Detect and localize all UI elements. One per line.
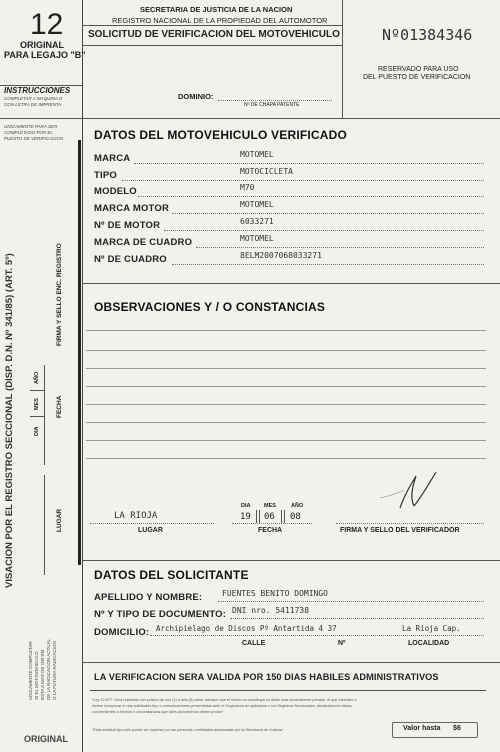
obs-line-5[interactable]: [86, 404, 486, 405]
obs-line-4[interactable]: [86, 386, 486, 387]
mes-value[interactable]: 06: [264, 512, 275, 522]
solicitante-title: DATOS DEL SOLICITANTE: [94, 568, 249, 582]
lugar-line: [90, 523, 214, 524]
solo-verif-line-3: PUESTO DE VERIFICACION: [4, 136, 64, 141]
valor-box: [392, 722, 478, 738]
legal-line-1: "Ley 22.977: Será reprimido con prisión de uno (1) a seis (6) años, siempre que el hecho no constituya un delito más severamente penado, el que insertare o: [92, 698, 357, 702]
bottom-note-2: SI EL MOTOVEHICULO: [34, 651, 39, 700]
date-sep-2: [281, 510, 282, 523]
dominio-caption: Nº DE CHAPA PATENTE: [244, 102, 300, 108]
apellido-label: APELLIDO Y NOMBRE:: [94, 592, 203, 603]
bottom-note-4: DE LA RADICACION ACTUAL: [46, 638, 51, 700]
firma-line: [336, 523, 484, 524]
fecha-line: [232, 523, 312, 524]
printed-note: "Esta solicitud tipo sólo puede ser impresa por las personas o entidades autorizadas por la Secretaría de Justicia".: [92, 728, 285, 732]
legal-line-3: concernientes a hechos o circunstancias que tales documentos deben probar".: [92, 710, 225, 714]
verification-bottom: [82, 560, 500, 561]
bottom-note-3: ESTA A MAS DE 100 KM: [40, 649, 45, 700]
date-box-left: [44, 365, 45, 465]
domicilio-line: [150, 635, 484, 636]
field-value-marca[interactable]: MOTOMEL: [240, 150, 274, 159]
right-header-divider: [342, 0, 343, 118]
field-line-marca-motor: [172, 213, 484, 214]
form-title: SOLICITUD DE VERIFICACION DEL MOTOVEHICULO: [88, 29, 340, 40]
solicitante-bottom: [82, 662, 500, 663]
field-line-modelo: [138, 196, 484, 197]
obs-line-8[interactable]: [86, 458, 486, 459]
localidad-caption: LOCALIDAD: [408, 640, 450, 647]
dominio-line[interactable]: [218, 100, 332, 101]
bottom-note-1: UNICAMENTE COMPLETAR: [28, 641, 33, 700]
field-line-nro-cuadro: [172, 264, 484, 265]
obs-line-6[interactable]: [86, 422, 486, 423]
calle-caption: CALLE: [242, 640, 266, 647]
field-label-tipo: TIPO: [94, 170, 117, 181]
lugar-value[interactable]: LA RIOJA: [114, 511, 158, 521]
field-label-nro-motor: Nº DE MOTOR: [94, 220, 161, 231]
field-value-tipo[interactable]: MOTOCICLETA: [240, 167, 293, 176]
field-line-marca: [134, 163, 484, 164]
field-label-nro-cuadro: Nº DE CUADRO: [94, 254, 167, 265]
dia-value[interactable]: 19: [240, 512, 251, 522]
apellido-value[interactable]: FUENTES BENITO DOMINGO: [222, 589, 328, 598]
documento-value[interactable]: DNI nro. 5411738: [232, 606, 310, 615]
obs-line-2[interactable]: [86, 350, 486, 351]
date-box-sep-1: [30, 390, 44, 391]
bottom-note-5: O LA FUTURA RADICACION: [52, 641, 57, 700]
legal-line-2: hiciere incorporar en las solicitudes tipo o comunicaciones presentadas ante el Organismo de aplicación o los Registros Seccionales, declaraciones falsas,: [92, 704, 353, 708]
signature-icon: [370, 468, 450, 518]
field-line-nro-motor: [164, 230, 484, 231]
copy-label-legajo: PARA LEGAJO "B": [4, 50, 86, 60]
date-sep-2b: [284, 510, 285, 523]
field-value-nro-cuadro[interactable]: 8ELM2007068033271: [240, 251, 322, 260]
domicilio-value[interactable]: Archipielago de Discos Pº Antartida 4 37: [156, 624, 337, 633]
instrucciones-line-2: CON LETRA DE IMPRENTA: [4, 102, 62, 107]
date-sep-1b: [259, 510, 260, 523]
field-line-marca-cuadro: [196, 247, 484, 248]
field-label-marca: MARCA: [94, 153, 131, 164]
header-divider: [82, 118, 500, 119]
solo-verif-line-2: COMPLETADO POR EL: [4, 130, 53, 135]
copy-label-original: ORIGINAL: [20, 40, 64, 50]
valor-label: Valor hasta: [403, 725, 441, 732]
date-sep-1: [256, 510, 257, 523]
numero-caption: Nº: [338, 640, 346, 647]
field-value-marca-cuadro[interactable]: MOTOMEL: [240, 234, 274, 243]
serial-number: Nº01384346: [382, 26, 473, 44]
obs-line-7[interactable]: [86, 440, 486, 441]
dia-label: DIA: [241, 503, 251, 509]
validity-line: [90, 690, 486, 691]
mes-vertical-text: MES: [34, 398, 40, 410]
ano-vertical-text: AÑO: [34, 371, 40, 384]
domicilio-label: DOMICILIO:: [94, 627, 150, 638]
field-label-marca-motor: MARCA MOTOR: [94, 203, 170, 214]
registry-name: REGISTRO NACIONAL DE LA PROPIEDAD DEL AUTOMOTOR: [112, 16, 328, 25]
obs-line-3[interactable]: [86, 368, 486, 369]
reserved-line-2: DEL PUESTO DE VERIFICACION: [363, 74, 471, 81]
field-value-nro-motor[interactable]: 6033271: [240, 217, 274, 226]
field-value-marca-motor[interactable]: MOTOMEL: [240, 200, 274, 209]
observaciones-title: OBSERVACIONES Y / O CONSTANCIAS: [94, 300, 326, 314]
valor-value: $6: [453, 725, 461, 732]
fecha-vertical-text: FECHA: [56, 395, 63, 418]
title-underline: [82, 25, 342, 26]
left-header-divider: [0, 118, 82, 119]
instrucciones-line-1: COMPLETAR A MAQUINA O: [4, 96, 63, 101]
documento-line: [230, 618, 484, 619]
dia-vertical-text: DIA: [34, 426, 40, 436]
ministry-name: SECRETARIA DE JUSTICIA DE LA NACION: [140, 5, 293, 14]
field-value-modelo[interactable]: M70: [240, 183, 255, 192]
field-label-modelo: MODELO: [94, 186, 137, 197]
firma-caption: FIRMA Y SELLO DEL VERIFICADOR: [340, 527, 460, 534]
validity-notice: LA VERIFICACION SERA VALIDA POR 150 DIAS HABILES ADMINISTRATIVOS: [94, 672, 439, 682]
obs-line-1[interactable]: [86, 330, 486, 331]
apellido-line: [218, 601, 484, 602]
firma-sello-vertical-text: FIRMA Y SELLO ENC. REGISTRO: [56, 243, 63, 346]
reserved-line-1: RESERVADO PARA USO: [378, 66, 459, 73]
vehicle-section-bottom: [82, 283, 500, 284]
vehicle-section-title: DATOS DEL MOTOVEHICULO VERIFICADO: [94, 128, 348, 142]
left-margin-divider: [82, 0, 83, 752]
title-bottom-line: [82, 45, 342, 46]
ano-label: AÑO: [291, 503, 304, 509]
solo-verif-line-1: UNICAMENTE PARA SER: [4, 124, 58, 129]
original-footer-label: ORIGINAL: [24, 734, 68, 744]
left-margin-thick-bar: [78, 140, 81, 565]
lugar-box-left: [44, 475, 45, 575]
dominio-label: DOMINIO:: [178, 92, 214, 101]
fecha-caption: FECHA: [258, 527, 283, 534]
documento-label: Nº Y TIPO DE DOCUMENTO:: [94, 609, 227, 620]
date-box-sep-2: [30, 416, 44, 417]
ano-value[interactable]: 08: [290, 512, 301, 522]
lugar-caption: LUGAR: [138, 527, 163, 534]
field-label-marca-cuadro: MARCA DE CUADRO: [94, 237, 193, 248]
mes-label: MES: [264, 503, 276, 509]
lugar-vertical-text: LUGAR: [56, 508, 63, 532]
localidad-value[interactable]: La Rioja Cap.: [402, 624, 461, 633]
field-line-tipo: [122, 180, 484, 181]
instrucciones-title: INSTRUCCIONES: [4, 86, 71, 95]
visacion-vertical-text: VISACION POR EL REGISTRO SECCIONAL (DISP. D.N. Nº 341/85) (ART. 5º): [4, 253, 15, 588]
form-number: 12: [30, 8, 64, 41]
